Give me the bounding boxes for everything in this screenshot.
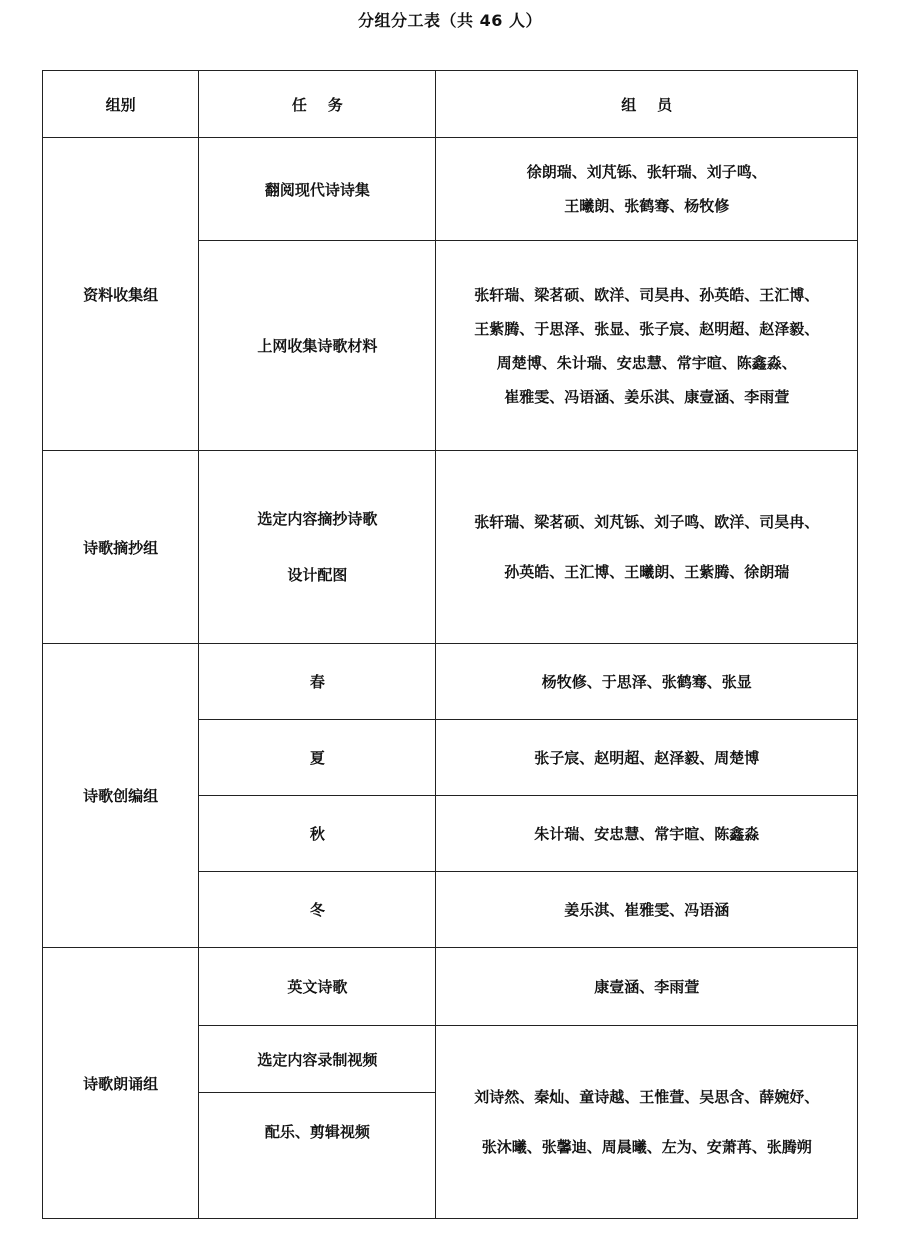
group-name-cell: 诗歌摘抄组	[43, 451, 199, 644]
task-cell: 选定内容录制视频	[199, 1026, 436, 1093]
page-title: 分组分工表（共 46 人）	[358, 11, 542, 30]
members-cell: 康壹涵、李雨萱	[436, 948, 858, 1026]
members-cell: 朱计瑞、安忠慧、常宇暄、陈鑫淼	[436, 796, 858, 872]
group-name-cell: 资料收集组	[43, 138, 199, 451]
table-row	[43, 948, 858, 1026]
group-name-cell: 诗歌朗诵组	[43, 948, 199, 1219]
task-cell: 上网收集诗歌材料	[199, 241, 436, 451]
table-row	[43, 451, 858, 644]
members-cell: 张子宸、赵明超、赵泽毅、周楚博	[436, 720, 858, 796]
task-cell: 配乐、剪辑视频	[199, 1093, 436, 1219]
members-cell: 刘诗然、秦灿、童诗越、王惟萱、吴思含、薛婉妤、 张沐曦、张馨迪、周晨曦、左为、安萧苒、张腾朔	[436, 1026, 858, 1219]
table-row	[43, 138, 858, 241]
task-cell: 翻阅现代诗诗集	[199, 138, 436, 241]
group-assignment-table	[42, 70, 858, 1219]
task-cell: 英文诗歌	[199, 948, 436, 1026]
group-name-cell: 诗歌创编组	[43, 644, 199, 948]
table-row	[43, 644, 858, 720]
members-cell: 杨牧修、于思泽、张鹤骞、张显	[436, 644, 858, 720]
header-task: 任 务	[199, 71, 436, 138]
header-group: 组别	[43, 71, 199, 138]
table-header-row	[43, 71, 858, 138]
members-cell: 姜乐淇、崔雅雯、冯语涵	[436, 872, 858, 948]
task-cell: 秋	[199, 796, 436, 872]
members-cell: 张轩瑞、梁茗硕、欧洋、司昊冉、孙英皓、王汇博、 王紫腾、于思泽、张显、张子宸、赵明超、赵泽毅、 周楚博、朱计瑞、安忠慧、常宇暄、陈鑫淼、 崔雅雯、冯语涵、姜乐淇、康壹涵、李雨萱	[436, 241, 858, 451]
task-cell: 夏	[199, 720, 436, 796]
header-members: 组 员	[436, 71, 858, 138]
task-cell: 冬	[199, 872, 436, 948]
members-cell: 徐朗瑞、刘芃铄、张轩瑞、刘子鸣、 王曦朗、张鹤骞、杨牧修	[436, 138, 858, 241]
members-cell: 张轩瑞、梁茗硕、刘芃铄、刘子鸣、欧洋、司昊冉、 孙英皓、王汇博、王曦朗、王紫腾、徐朗瑞	[436, 451, 858, 644]
task-cell: 选定内容摘抄诗歌 设计配图	[199, 451, 436, 644]
task-cell: 春	[199, 644, 436, 720]
